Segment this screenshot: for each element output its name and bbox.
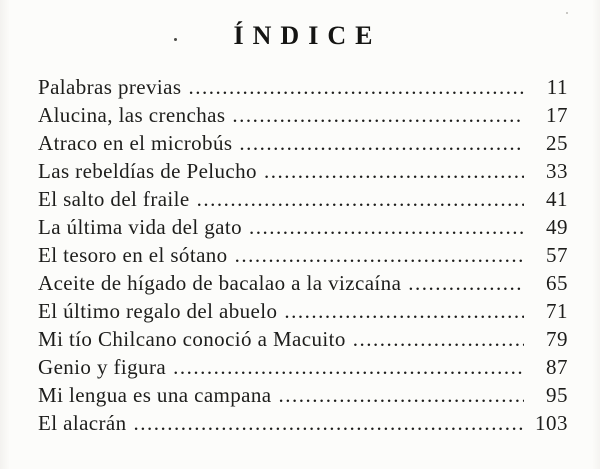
page-title: ÍNDICE — [233, 21, 382, 50]
toc-entry-page: 17 — [546, 103, 568, 127]
toc-entry-label: Alucina, las crenchas — [38, 103, 226, 127]
toc-entry-page: 33 — [546, 159, 568, 183]
toc-entry-label: La última vida del gato — [38, 215, 242, 239]
toc-entry-label: El tesoro en el sótano — [38, 243, 228, 267]
dot-leader — [188, 73, 524, 101]
toc-entry-page: 87 — [546, 355, 568, 379]
dot-leader — [232, 101, 524, 129]
dot-leader — [197, 185, 524, 213]
toc-entry-page: 71 — [546, 299, 568, 323]
scan-speck — [566, 12, 568, 14]
toc-entry — [38, 409, 568, 437]
toc-list — [38, 73, 568, 437]
dot-leader — [239, 129, 524, 157]
toc-entry — [38, 297, 568, 325]
toc-entry-page: 57 — [546, 243, 568, 267]
toc-entry-label: El alacrán — [38, 411, 127, 435]
dot-leader — [279, 381, 524, 409]
toc-entry — [38, 325, 568, 353]
toc-entry-page: 103 — [535, 411, 568, 435]
toc-entry — [38, 213, 568, 241]
dot-leader — [173, 353, 524, 381]
dot-leader — [284, 297, 524, 325]
dot-leader — [408, 269, 524, 297]
toc-entry-label: Atraco en el microbús — [38, 131, 233, 155]
toc-entry — [38, 185, 568, 213]
dot-leader — [235, 241, 524, 269]
dot-leader — [264, 157, 524, 185]
dot-leader — [249, 213, 524, 241]
toc-entry — [38, 157, 568, 185]
toc-entry-label: El salto del fraile — [38, 187, 190, 211]
toc-entry-page: 41 — [546, 187, 568, 211]
dot-leader — [353, 325, 524, 353]
toc-entry-label: El último regalo del abuelo — [38, 299, 278, 323]
toc-entry-page: 65 — [546, 271, 568, 295]
toc-entry-page: 79 — [546, 327, 568, 351]
toc-entry-page: 11 — [546, 75, 568, 99]
toc-entry-page: 95 — [546, 383, 568, 407]
toc-entry — [38, 353, 568, 381]
toc-entry — [38, 129, 568, 157]
toc-entry — [38, 269, 568, 297]
scan-speck — [174, 38, 177, 41]
toc-entry-page: 49 — [546, 215, 568, 239]
toc-entry — [38, 101, 568, 129]
toc-entry-label: Genio y figura — [38, 355, 167, 379]
toc-entry-label: Las rebeldías de Pelucho — [38, 159, 257, 183]
toc-entry-page: 25 — [546, 131, 568, 155]
dot-leader — [134, 409, 524, 437]
toc-entry-label: Aceite de hígado de bacalao a la vizcaína — [38, 271, 402, 295]
toc-entry-label: Mi tío Chilcano conoció a Macuito — [38, 327, 346, 351]
toc-entry-label: Mi lengua es una campana — [38, 383, 272, 407]
toc-entry — [38, 73, 568, 101]
toc-entry — [38, 241, 568, 269]
toc-entry-label: Palabras previas — [38, 75, 182, 99]
toc-entry — [38, 381, 568, 409]
